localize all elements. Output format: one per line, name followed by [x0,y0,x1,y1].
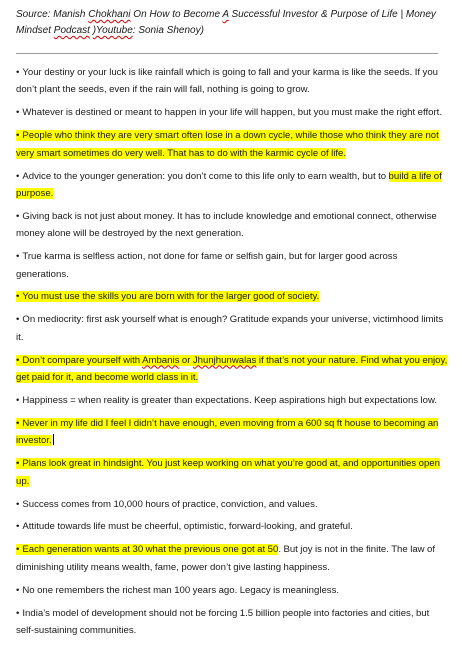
bullet-text: Attitude towards life must be cheerful, optimistic, forward-looking, and grateful. [22,521,353,533]
bullet-dot: • [16,354,20,366]
highlighted-text [16,418,438,446]
misspelled-word: Ambanis [142,354,180,366]
bullet-text: Advice to the younger generation: you don’t come to this life only to earn wealth, but to [22,170,389,182]
bullet-item[interactable] [16,248,448,283]
source-speaker-name: Chokhani [88,9,131,20]
bullet-item[interactable] [16,64,448,99]
horizontal-divider [16,53,438,54]
bullet-text: Never in my life did I feel I didn’t have enough, even moving from a 600 sq ft house to becoming an investor. [16,417,439,447]
bullet-text: . But joy is not in the finite. The law of diminishing utility means wealth, fame, power don’t give lasting happiness. [16,544,436,573]
source-text: Podcast [53,25,90,36]
bullet-text: You must use the skills you are born with for the larger good of society. [22,291,320,303]
misspelled-word: Jhunjhunwalas [192,354,257,366]
bullet-item[interactable] [16,352,448,387]
bullet-text: or [179,354,193,366]
bullet-dot: • [16,544,20,556]
bullet-item[interactable] [16,582,448,599]
bullet-dot: • [16,584,20,596]
bullet-item[interactable] [16,168,448,203]
bullet-dot: • [16,291,20,303]
bullet-dot: • [16,498,20,510]
bullet-text: Giving back is not just about money. It has to include knowledge and emotional connect, otherwise money alone will be destroyed by the next generation. [16,210,437,240]
bullet-text: Your destiny or your luck is like rainfall which is going to fall and your karma is like the seeds. If you don’t plant the seeds, even if the rain will fall, nothing is going to grow. [16,67,438,96]
source-citation [16,7,448,39]
bullet-dot: • [16,130,20,142]
bullet-text: True karma is selfless action, not done for fame or selfish gain, but for larger good across generations. [16,251,398,280]
bullet-item[interactable] [16,605,448,640]
bullet-item[interactable] [16,541,448,576]
bullet-dot: • [16,607,20,619]
highlighted-text [16,458,440,486]
bullet-text: Happiness = when reality is greater than expectations. Keep aspirations high but expectations low. [22,395,438,406]
bullet-dot: • [16,458,20,470]
highlighted-text [16,291,319,302]
bullet-text: Plans look great in hindsight. You just keep working on what you’re good at, and opportunities open up. [16,458,440,487]
bullet-dot: • [16,67,20,78]
bullet-text: On mediocrity: first ask yourself what is enough? Gratitude expands your universe, victimhood limits it. [16,314,444,343]
bullet-dot: • [16,417,20,429]
bullet-text: if that’s not your nature. Find what you enjoy, get paid for it, and become world class in it. [16,354,448,384]
bullet-dot: • [16,251,20,263]
source-text: On How to Become [130,9,223,20]
source-text: A [222,9,229,20]
bullet-item[interactable] [16,127,448,162]
bullet-text: Success comes from 10,000 hours of practice, conviction, and values. [22,498,318,510]
bullet-dot: • [16,395,20,406]
highlighted-text [16,130,439,158]
highlighted-text [16,355,447,383]
bullet-dot: • [16,170,20,182]
bullet-dot: • [16,521,20,533]
bullet-item[interactable] [16,288,448,305]
bullet-text: No one remembers the richest man 100 years ago. Legacy is meaningless. [22,584,340,596]
highlighted-text: build a life of purpose. [16,170,442,199]
bullet-text: People who think they are very smart often lose in a down cycle, while those who think they are not very smart sometimes do very well. That has to do with the karmic cycle of life. [16,130,439,159]
bullet-text: Whatever is destined or meant to happen in your life will happen, but you must make the right effort. [22,107,443,119]
bullet-item[interactable] [16,311,448,346]
bullet-dot: • [16,314,20,326]
bullet-dot: • [16,107,20,119]
bullet-item[interactable] [16,392,448,409]
bullet-text: Each generation wants at 30 what the previous one got at 50 [22,544,279,556]
bullet-list [16,64,448,645]
highlighted-text [16,544,278,555]
source-text: : Sonia Shenoy) [132,25,204,36]
bullet-item[interactable] [16,104,448,121]
bullet-item[interactable] [16,208,448,243]
bullet-item[interactable] [16,518,448,535]
bullet-text: India’s model of development should not be forcing 1.5 billion people into factories and cities, but self-sustaining communities. [16,607,430,636]
bullet-item[interactable] [16,455,448,490]
source-text: Source: Manish [16,9,89,20]
bullet-item[interactable] [16,415,448,450]
source-text: Successful Investor & Purpose of Life | Money Mindset [16,9,436,36]
bullet-dot: • [16,210,20,222]
bullet-item[interactable] [16,496,448,513]
text-cursor [53,434,54,445]
bullet-text: Don’t compare yourself with [22,354,143,366]
source-text: )Youtube [92,25,133,36]
